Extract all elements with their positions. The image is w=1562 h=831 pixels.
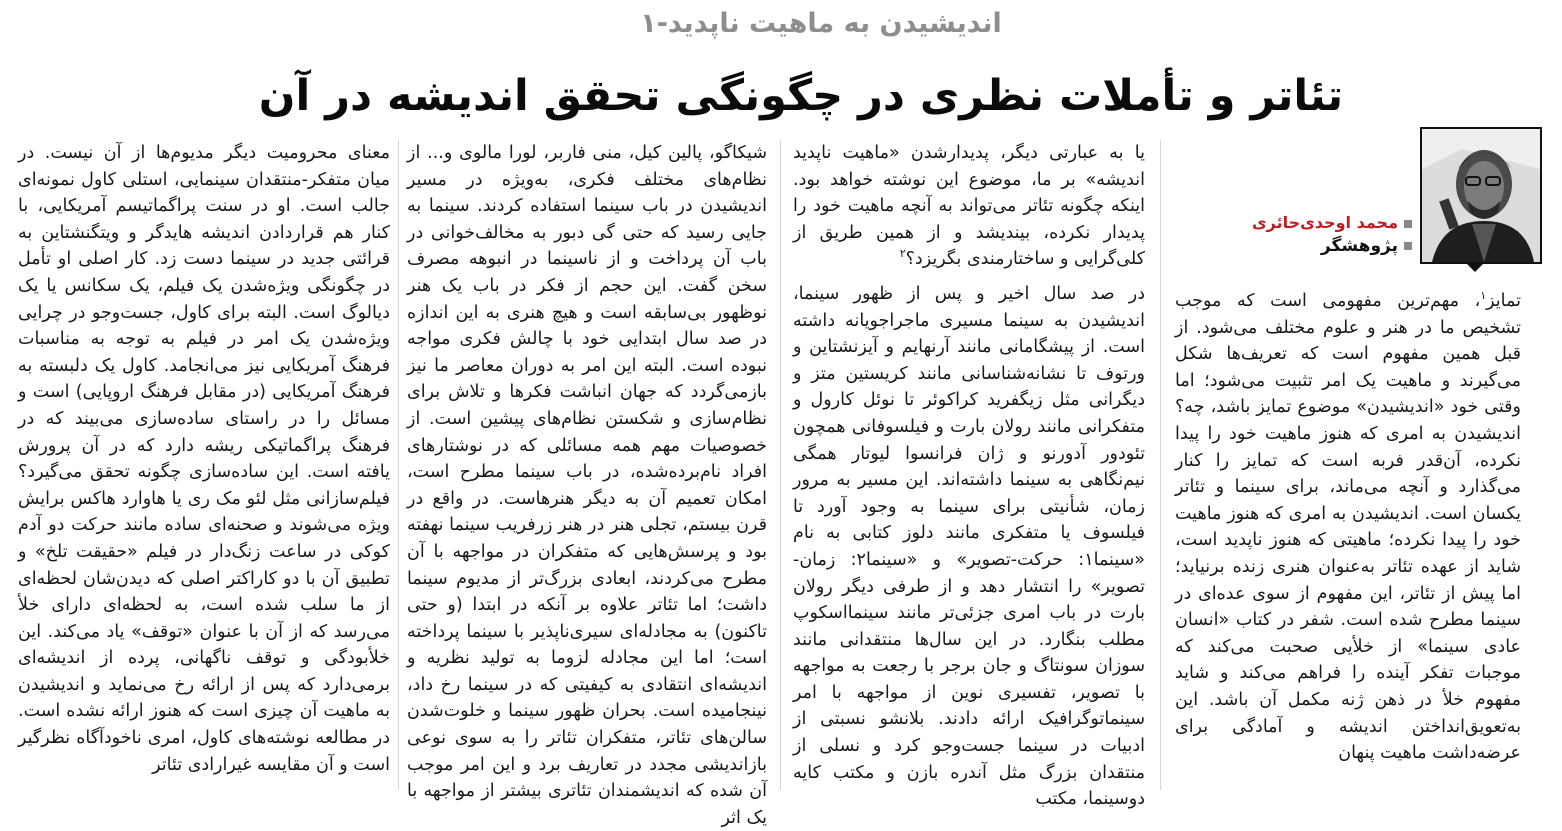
column-1	[1175, 288, 1521, 767]
author-photo	[1420, 127, 1542, 264]
column-divider	[780, 140, 781, 790]
author-name: محمد اوحدی‌حائری	[1180, 212, 1412, 234]
paragraph: در صد سال اخیر و پس از ظهور سینما، اندیشیدن به سینما مسیری ماجراجویانه داشته است. از پیشگامانی مانند آرنهایم و آیزنشتاین و ورتوف تا نشانه‌شناسانی مانند کریستین متز و دیگرانی مثل زیگفرید کراکوئر تا نوئل کارول و متفکرانی مانند رولان بارت و فیلسوفانی همچون تئودور آدورنو و ژان فرانسوا لیوتار همگی نیم‌نگاهی به سینما داشته‌اند. این مسیر به مرور زمان، شأنیتی برای سینما به وجود آورد تا فیلسوف یا متفکری مانند دلوز کتابی به نام «سینما۱: حرکت-تصویر» و «سینما۲: زمان-تصویر» را انتشار دهد و از طرفی دیگر رولان بارت در باب امری جزئی‌تر مانند سینمااسکوپ مطلب بنگارد. در این سال‌ها منتقدانی مانند سوزان سونتاگ و جان برجر با رجعت به مواجهه با تصویر، تفسیری نوین از مواجهه با امر سینماتوگرافیک ارائه دادند. بلانشو نسبتی از ادبیات در سینما جست‌وجو کرد و نسلی از منتقدان بزرگ مثل آندره بازن و مکتب کایه دوسینما، مکتب	[793, 283, 1145, 810]
author-block	[1180, 212, 1412, 258]
column-divider	[398, 140, 399, 790]
footnote-mark: ۱	[1480, 289, 1487, 303]
headline: تئاتر و تأملات نظری در چگونگی تحقق اندیشه در آن	[258, 71, 1344, 121]
paragraph: شیکاگو، پالین کیل، منی فاربر، لورا مالوی و... از نظام‌های مختلف فکری، به‌ویژه در مسیر اندیشیدن در باب سینما استفاده کردند. سینما به جایی رسید که حتی گی دبور به مخالف‌خوانی در باب آن پرداخت و از ناسینما در انبوهه مصرف سخن گفت. این حجم از فکر در باب یک هنر نوظهور بی‌سابقه است و هیچ هنری به این اندازه در صد سال ابتدایی خود با چالش فکری مواجه نبوده است. البته این امر به دوران معاصر ما نیز بازمی‌گردد که جهان انباشت فکرها و تلاش برای نظام‌سازی و شکستن نظام‌های پیشین است. از خصوصیات مهم همه مسائلی که در نوشتارهای افراد نام‌برده‌شده، در باب سینما مطرح است، امکان تعمیم آن به دیگر هنرهاست. در واقع در قرن بیستم، تجلی هنر در هنر زرفریب سینما نهفته بود و پرسش‌هایی که متفکران در مواجهه با آن مطرح می‌کردند، ابعادی بزرگ‌تر از مدیوم سینما داشت؛ اما تئاتر علاوه بر آنکه در ابتدا (و حتی تاکنون) به مجادله‌ای سیری‌ناپذیر با سینما پرداخته است؛ اما این مجادله لزوما به تولید نظریه و اندیشه‌ای انتقادی به کیفیتی که در سینما رخ داد، نینجامیده است. بحران ظهور سینما و خلوت‌شدن سالن‌های تئاتر، متفکران تئاتر را به سوی نوعی بازاندیشی مجدد در تعاریف برد و این امر موجب آن شده که اندیشمندان تئاتری بیشتر از مواجهه با یک اثر	[407, 143, 767, 828]
column-4	[18, 140, 390, 778]
author-role: پژوهشگر	[1180, 234, 1412, 258]
column-3	[407, 140, 767, 831]
photo-pointer	[1465, 262, 1485, 272]
paragraph: یا به عبارتی دیگر، پدیدارشدن «ماهیت ناپدید اندیشه» بر ما، موضوع این نوشته خواهد بود. اینکه چگونه تئاتر می‌تواند به آنچه ماهیت خود را پدیدار نکرده، بیندیشد و از همین طریق از کلی‌گرایی و ساختارمندی بگریزد؟$^۲$	[793, 143, 1145, 270]
kicker: اندیشیدن به ماهیت ناپدید-۱	[640, 8, 1002, 39]
portrait-icon	[1422, 129, 1540, 262]
paragraph: معنای محرومیت دیگر مدیوم‌ها از آن نیست. در میان متفکر-منتقدان سینمایی، استلی کاول نمونه‌ای جالب است. او در سنت پراگماتیسم آمریکایی، با کنار هم قراردادن اندیشه هایدگر و ویتگنشتاین به قرائتی جدید در سینما دست زد. کار اصلی او تأمل در چگونگی ویژه‌شدن یک فیلم، یک سکانس یا یک دیالوگ است. البته برای کاول، جست‌وجو در چرایی ویژه‌شدن یک امر در فیلم به توجه به مناسبات فرهنگ آمریکایی نیز می‌انجامد. کاول یک دلبسته به فرهنگ آمریکایی (در مقابل فرهنگ اروپایی) است و مسائل را در راستای ساده‌سازی می‌بیند که در فرهنگ پراگماتیکی ریشه دارد که در آن پرورش یافته است. این ساده‌سازی چگونه تحقق می‌گیرد؟ فیلم‌سازانی مثل لئو مک ری یا هاوارد هاکس برایش ویژه می‌شوند و صحنه‌ای ساده مانند حرکت دو آدم کوکی در ساعت زنگ‌دار در فیلم «حقیقت تلخ» و تطبیق آن با دو کاراکتر اصلی که دیدن‌شان لحظه‌ای از ما سلب شده است، به لحظه‌ای دارای خلأ می‌رسد که از آن با عنوان «توقف» یاد می‌کند. این خلأبودگی و توقف ناگهانی، پرده از اندیشه‌ای برمی‌دارد که پس از ارائه رخ می‌نماید و اندیشیدن به ماهیت آن چیزی است که هنوز ارائه نشده است. در مطالعه نوشته‌های کاول، امری ناخودآگاه نظرگیر است و آن مقایسه غیرارادی تئاتر	[18, 143, 390, 775]
bullet-icon	[1404, 242, 1412, 250]
column-2	[793, 140, 1145, 813]
footnote-mark: ۲	[899, 247, 906, 261]
bullet-icon	[1404, 220, 1412, 228]
column-divider	[1160, 140, 1161, 790]
paragraph: تمایز$^۱$، مهم‌ترین مفهومی است که موجب تشخیص ما در هنر و علوم مختلف می‌شود. از قبل همین مفهوم است که تعریف‌ها شکل می‌گیرند و ماهیت یک امر تثبیت می‌شود؛ اما وقتی خود «اندیشیدن» موضوع تمایز باشد، چه؟ اندیشیدن به امری که هنوز ماهیت خود را پیدا نکرده، آن‌قدر فربه است که تمایز را کنار می‌گذارد و آنچه می‌ماند، برای سینما و تئاتر یکسان است. اندیشیدن به امری که هنوز ماهیت خود را پیدا نکرده؛ ماهیتی که هنوز ناپدید است، شاید از عهده تئاتر به‌عنوان هنری زنده برنیاید؛ اما پیش از تئاتر، این مفهوم از سوی عده‌ای در سینما مطرح شده است. شفر در کتاب «انسان عادی سینما» از خلأیی صحبت می‌کند که موجبات تفکر آینده را فراهم می‌کند و شاید مفهوم خلأ در ذهن ژنه مکمل آن باشد. این به‌تعویق‌انداختن اندیشه و آمادگی برای عرضه‌داشت ماهیت پنهان	[1175, 289, 1521, 764]
